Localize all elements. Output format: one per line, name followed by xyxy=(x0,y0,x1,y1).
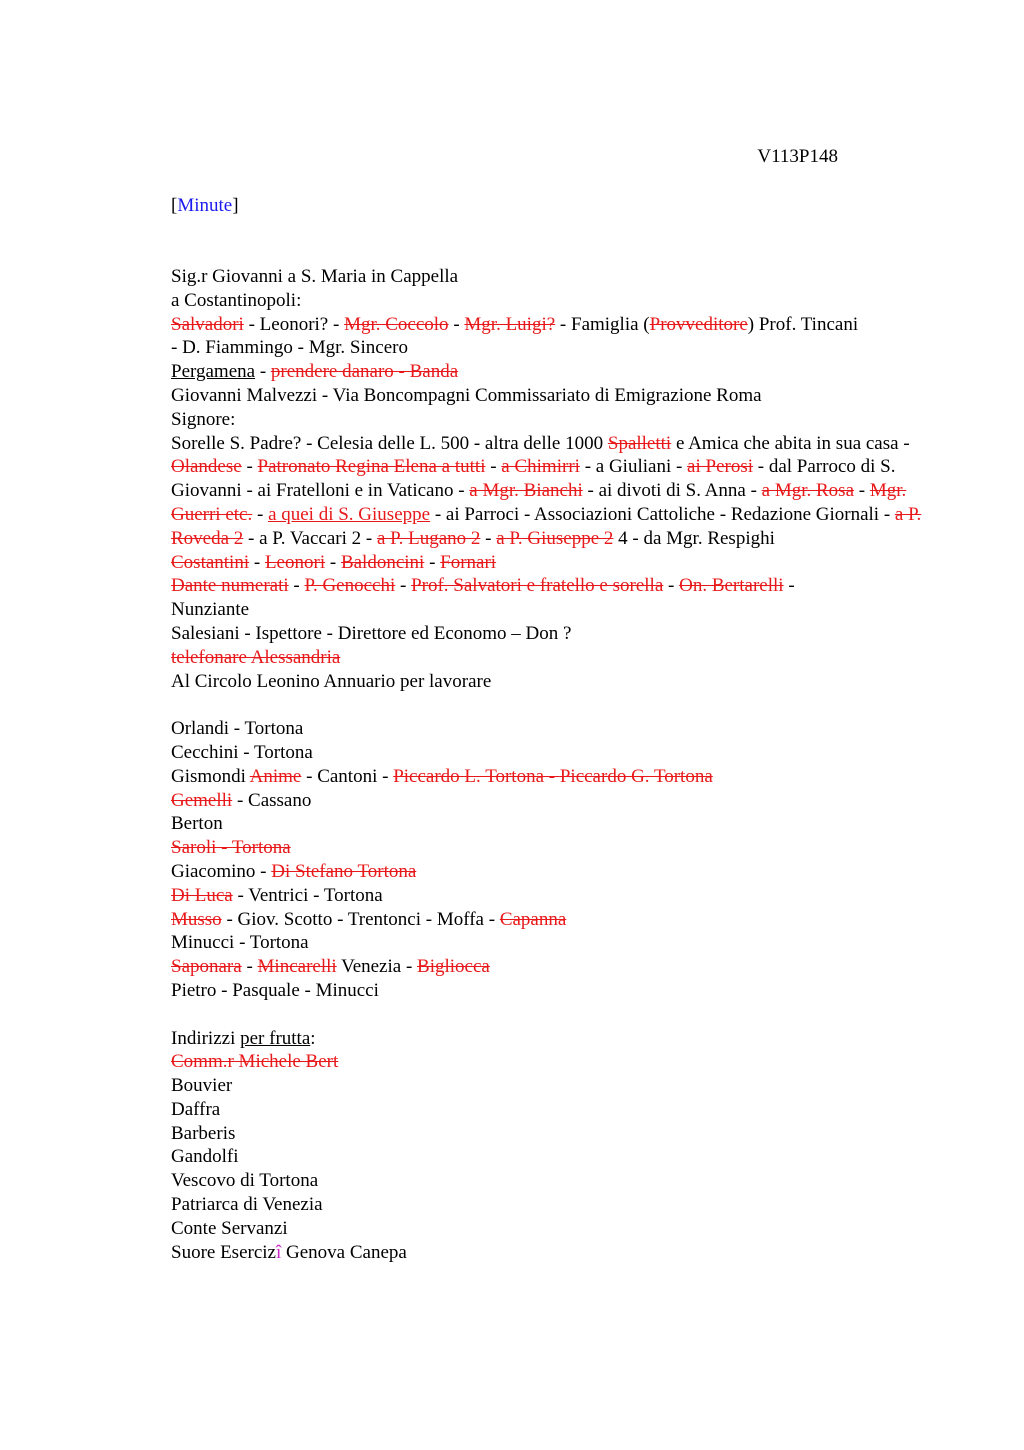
blank-line xyxy=(171,693,931,717)
text-line: Gemelli - Cassano xyxy=(171,789,312,811)
text-line: Cecchini - Tortona xyxy=(171,741,313,763)
text-line: Comm.r Michele Bert xyxy=(171,1051,339,1073)
text-line: Daffra xyxy=(171,1098,221,1120)
text-line: Saponara - Mincarelli Venezia - Bigliocca xyxy=(171,956,490,978)
text-line: - D. Fiammingo - Mgr. Sincero xyxy=(171,337,408,359)
text-line: Suore Esercizî Genova Canepa xyxy=(171,1241,407,1263)
text-line: Indirizzi per frutta: xyxy=(171,1027,316,1049)
text-paragraph: Sorelle S. Padre? - Celesia delle L. 500 - altra delle 1000 Spalletti e Amica che abita in sua casa - Olandese - Patronato Regina Elena a tutti - a Chimirri - a Giuliani - ai Perosi - dal Parroco di S. Giovanni - ai Fratelloni e in Vaticano - a Mgr. Bianchi - ai divoti di S. Anna - a Mgr. Rosa - Mgr. Guerri etc. - a quei di S. Giuseppe - ai Parroci - Associazioni Cattoliche - Redazione Giornali - a P. Roveda 2 - a P. Vaccari 2 - a P. Lugano 2 - a P. Giuseppe 2 4 - da Mgr. Respighi xyxy=(171,432,922,549)
text-line: Salvadori - Leonori? - Mgr. Coccolo - Mgr. Luigi? - Famiglia (Provveditore) Prof. Tincani xyxy=(171,313,859,335)
text-line: Giacomino - Di Stefano Tortona xyxy=(171,860,417,882)
text-line: Gismondi Anime - Cantoni - Piccardo L. Tortona - Piccardo G. Tortona xyxy=(171,765,713,787)
minute-label: [Minute] xyxy=(171,195,239,216)
document-body xyxy=(171,265,931,1264)
blank-line xyxy=(171,1003,931,1027)
text-line: Giovanni Malvezzi - Via Boncompagni Commissariato di Emigrazione Roma xyxy=(171,384,762,406)
text-line: a Costantinopoli: xyxy=(171,289,302,311)
text-line: Salesiani - Ispettore - Direttore ed Economo – Don ? xyxy=(171,622,572,644)
text-line: Musso - Giov. Scotto - Trentonci - Moffa - Capanna xyxy=(171,908,567,930)
text-line: Di Luca - Ventrici - Tortona xyxy=(171,884,383,906)
text-line: Sig.r Giovanni a S. Maria in Cappella xyxy=(171,266,459,287)
text-line: Gandolfi xyxy=(171,1146,239,1168)
text-line: Patriarca di Venezia xyxy=(171,1194,323,1216)
text-line: Saroli - Tortona xyxy=(171,837,291,859)
minute-link[interactable]: Minute xyxy=(177,195,233,216)
text-line: Orlandi - Tortona xyxy=(171,718,304,740)
text-line: Nunziante xyxy=(171,599,250,621)
text-line: Pietro - Pasquale - Minucci xyxy=(171,979,379,1001)
text-line: Signore: xyxy=(171,408,236,430)
text-line: Costantini - Leonori - Baldoncini - Fornari xyxy=(171,551,497,573)
text-line: Dante numerati - P. Genocchi - Prof. Salvatori e fratello e sorella - On. Bertarelli - xyxy=(171,575,795,597)
document-code: V113P148 xyxy=(757,146,838,167)
text-line: Conte Servanzi xyxy=(171,1217,288,1239)
text-line: Al Circolo Leonino Annuario per lavorare xyxy=(171,670,492,692)
text-line: Bouvier xyxy=(171,1075,233,1097)
text-line: Barberis xyxy=(171,1122,236,1144)
text-line: telefonare Alessandria xyxy=(171,646,341,668)
text-line: Pergamena - prendere danaro - Banda xyxy=(171,361,459,383)
text-line: Berton xyxy=(171,813,223,835)
text-line: Vescovo di Tortona xyxy=(171,1170,319,1192)
text-line: Minucci - Tortona xyxy=(171,932,309,954)
